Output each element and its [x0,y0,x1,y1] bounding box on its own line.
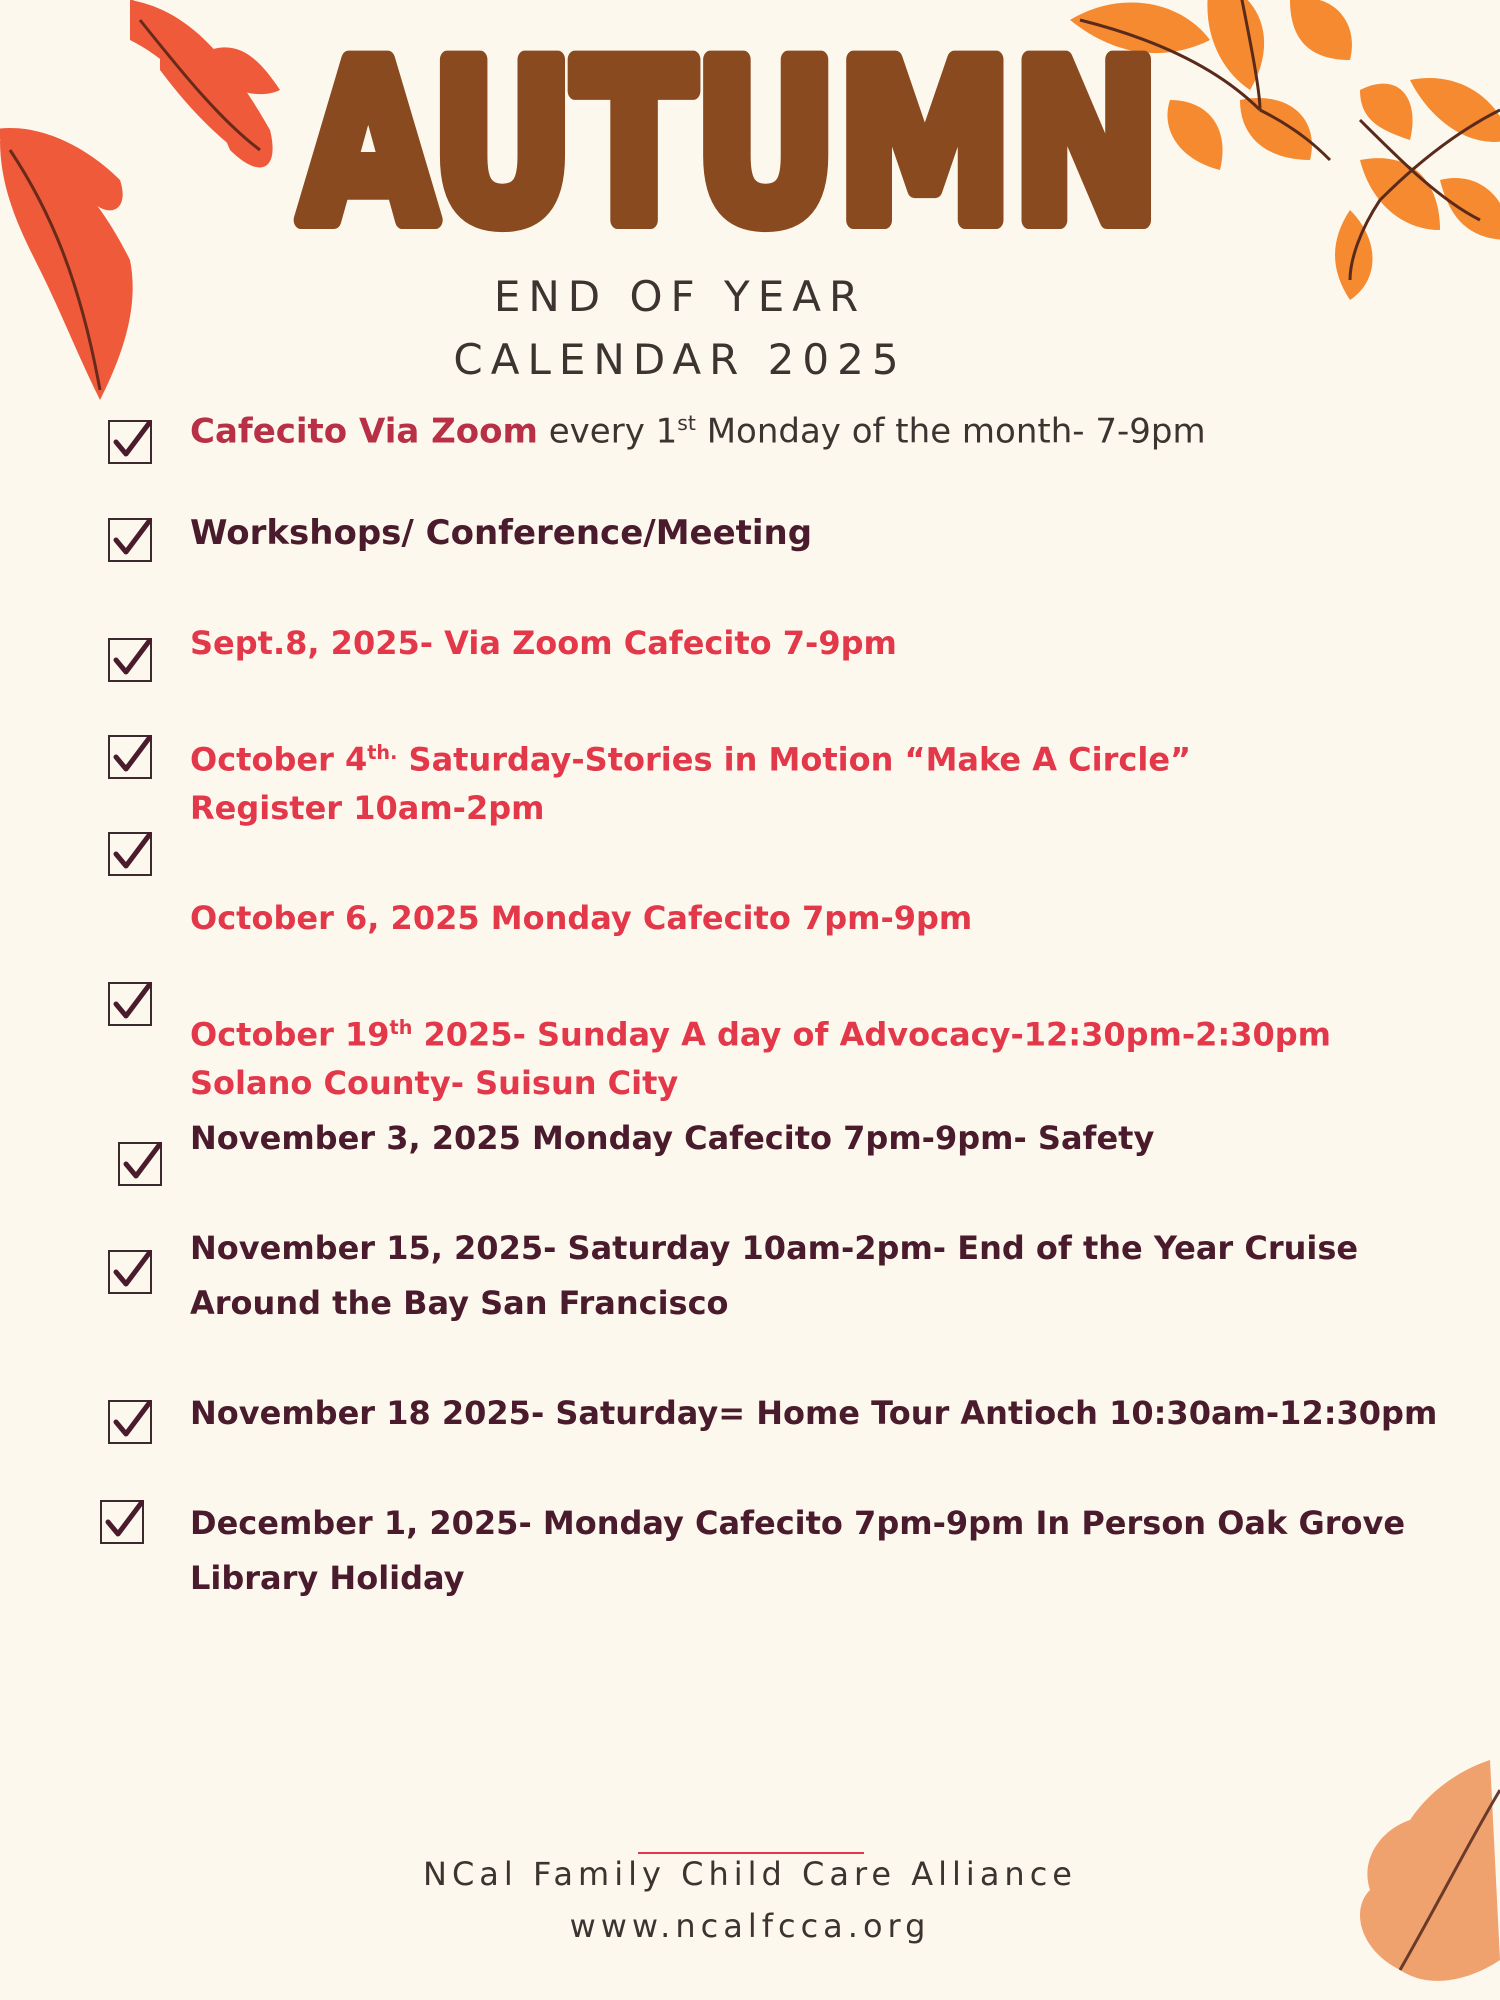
item-text: October 19 [190,1015,390,1054]
checkbox-checked-icon [100,1500,144,1544]
item-text: October 4 [190,740,368,779]
checkbox-checked-icon [108,832,152,876]
item-sup: th. [367,741,398,764]
item-text: 2025- Sunday A day of Advocacy-12:30pm-2:30pm [412,1015,1331,1054]
page-title [0,20,1500,260]
item-text: Solano County- Suisun City [190,1064,679,1102]
list-item [190,1000,1331,1063]
item-text: November 15, 2025- Saturday 10am-2pm- End of the Year Cruise [190,1229,1359,1267]
list-item [190,1495,1405,1551]
item-text: Saturday-Stories in Motion “Make A Circle” [397,740,1192,779]
item-sup: th [389,1016,413,1039]
item-text: every 1 [537,411,678,452]
footer-divider [638,1852,864,1854]
checkbox-checked-icon [108,735,152,779]
list-item-line2 [190,1055,678,1111]
checkbox-checked-icon [108,1250,152,1294]
item-sup: st [677,411,696,435]
item-text: December 1, 2025- Monday Cafecito 7pm-9pm In Person Oak Grove [190,1504,1406,1542]
checkbox-checked-icon [118,1142,162,1186]
item-text: Register 10am-2pm [190,789,545,827]
item-text: November 18 2025- Saturday= Home Tour Antioch 10:30am-12:30pm [190,1394,1438,1432]
item-text: Sept.8, 2025- Via Zoom Cafecito 7-9pm [190,624,897,662]
footer-url[interactable]: www.ncalfcca.org [569,1907,931,1945]
list-item [190,395,1206,459]
list-item [190,725,1191,788]
checkbox-checked-icon [108,638,152,682]
item-text: Library Holiday [190,1559,465,1597]
list-item [190,1385,1437,1441]
footer-org: NCal Family Child Care Alliance [423,1855,1077,1893]
item-text: Around the Bay San Francisco [190,1284,729,1322]
item-bold: Cafecito Via Zoom [190,411,538,452]
list-item [190,615,897,671]
item-text: October 6, 2025 Monday Cafecito 7pm-9pm [190,899,973,937]
checkbox-checked-icon [108,982,152,1026]
item-text: Workshops/ Conference/Meeting [190,513,813,553]
checkbox-checked-icon [108,420,152,464]
item-text: November 3, 2025 Monday Cafecito 7pm-9pm- Safety [190,1119,1155,1157]
list-item-line2 [190,780,544,836]
checkbox-checked-icon [108,1400,152,1444]
list-item [190,505,812,561]
list-item-line2 [190,1550,465,1606]
list-item [190,890,972,946]
title-text: AUTUMN [300,20,1160,260]
subtitle-line-2: CALENDAR 2025 [453,335,907,384]
list-item-line2 [190,1275,729,1331]
item-text: Monday of the month- 7-9pm [695,411,1206,452]
subtitle-line-1: END OF YEAR [493,272,867,321]
list-item [190,1110,1154,1166]
checkbox-checked-icon [108,518,152,562]
list-item [190,1220,1358,1276]
